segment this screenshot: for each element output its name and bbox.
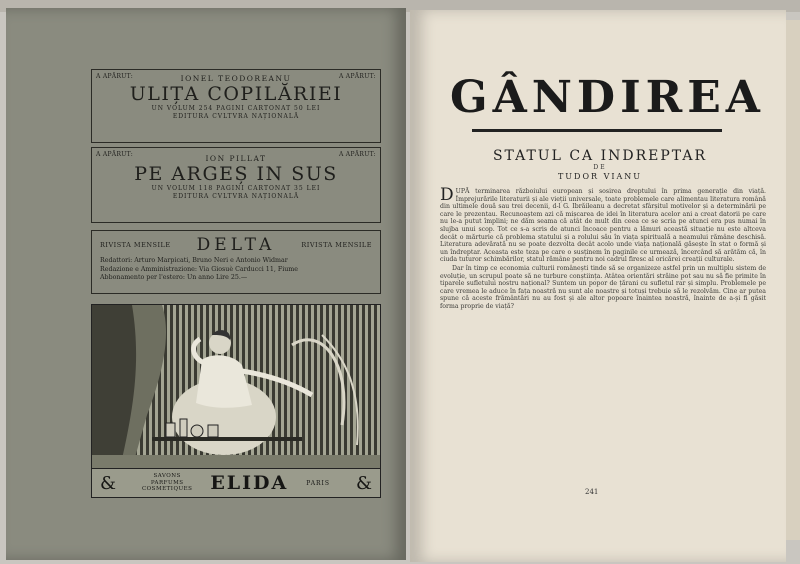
title-rule [472, 129, 722, 132]
ad-details: UN VOLUM 254 PAGINI CARTONAT 50 LEI [151, 105, 321, 112]
elida-footer [92, 468, 380, 497]
delta-title: DELTA [196, 235, 276, 255]
journal-title: GÂNDIREA [450, 72, 765, 123]
woman-with-perfume-illustration [92, 305, 380, 468]
left-page [6, 8, 406, 560]
elida-advertisement [91, 304, 381, 498]
savons-line: SAVONS [153, 473, 181, 480]
article-body [440, 185, 766, 312]
delta-subscription: Abbonamento per l'estero: Un anno Lire 25.— [100, 274, 248, 281]
savons-parfums-label [142, 473, 192, 493]
delta-details [92, 255, 380, 283]
ad-author: IONEL TEODOREANU [180, 74, 292, 83]
ad-publisher: EDITURA CVLTVRA NAȚIONALĂ [172, 193, 300, 200]
delta-address: Redazione e Amministrazione: Via Giosuè Carducci 11, Fiume [100, 265, 298, 273]
paragraph-1-text: UPĂ terminarea războiului european și sosirea dreptului în prima generație din viață. Împrejurările literaturii și ale vieții universale, toate problemele care alimentau literatura română din ultimele două sau trei decenii, d-l G. Ibrăileanu a decretat sfârșitul motivelor și a determinării pe care le prezentau. Recunoaștem azi că mișcarea de idei în literatura acelor ani a creat datorii pe care nu le-a putut împlini; ne dăm seama că atât de mult din ceea ce se scria pe atunci era pus numai în slujba unui scop. Tot ce s-a scris de atunci încoace pentru a lămuri această situație nu este altceva decât o mărturie că problema statului și a rolului său în viața spirituală a neamului rămâne deschisă. Literatura adevărată nu se poate dezvolta decât acolo unde viața națională găsește în stat o formă și un îndreptar. Aceasta este teza pe care o susținem în paginile ce urmează, încercând să arătăm că, în ciuda tuturor schimbărilor, statul rămâne pentru noi cadrul firesc al oricărei creații culturale. [440, 188, 766, 264]
article-author: TUDOR VIANU [557, 172, 643, 181]
paris-label: PARIS [306, 479, 331, 487]
paragraph-1 [440, 185, 766, 264]
right-page [410, 10, 786, 562]
ad-corner-label: A APĂRUT: [338, 73, 376, 80]
ampersand-left: & [100, 472, 117, 494]
paragraph-2: Dar în timp ce economia culturii românești tinde să se organizeze astfel prin un multiplu sistem de evoluție, un scrupul poate să ne turbure conștiința. Atâtea orientări străine pot sau nu să fie primite în tiparele sufletului nostru național? Suntem un popor de țărani cu sufletul rar și simplu. Problemele pe care vremea le aduce în fața noastră nu sunt ale noastre și totuși trebuie să le rezolvăm. Cine ar putea spune că aceste frământări nu au fost și ale altor popoare înaintea noastră, înainte de a-și fi găsit forma proprie de viață? [440, 264, 766, 310]
elida-brand: ELIDA [210, 472, 289, 494]
advertisement-ulita-copilariei [91, 69, 381, 143]
delta-header-row [92, 231, 380, 255]
advertisement-delta-magazine [91, 230, 381, 294]
ad-publisher: EDITURA CVLTVRA NAȚIONALĂ [172, 113, 300, 120]
ad-book-title: PE ARGEȘ IN SUS [134, 163, 338, 185]
article-title: STATUL CA INDREPTAR [492, 148, 708, 164]
ad-corner-label: A APĂRUT: [96, 151, 134, 158]
ad-author: ION PILLAT [205, 154, 267, 163]
delta-editors: Redattori: Arturo Marpicati, Bruno Neri e Antonio Widmar [100, 257, 288, 264]
ad-corner-label: A APĂRUT: [338, 151, 376, 158]
delta-label-right: RIVISTA MENSILE [301, 241, 372, 249]
ad-details: UN VOLUM 118 PAGINI CARTONAT 35 LEI [151, 185, 321, 192]
drop-cap: D [440, 185, 454, 205]
delta-label-left: RIVISTA MENSILE [100, 241, 171, 249]
page-number: 241 [585, 488, 599, 496]
ad-book-title: ULIȚA COPILĂRIEI [129, 83, 343, 105]
ad-corner-label: A APĂRUT: [96, 73, 134, 80]
article-by-label: DE [593, 164, 607, 171]
ampersand-right: & [355, 472, 372, 494]
parfums-line: PARFUMS [150, 479, 184, 486]
cosmetiques-line: COSMETIQUES [141, 486, 193, 493]
advertisement-pe-arges-in-sus [91, 147, 381, 223]
